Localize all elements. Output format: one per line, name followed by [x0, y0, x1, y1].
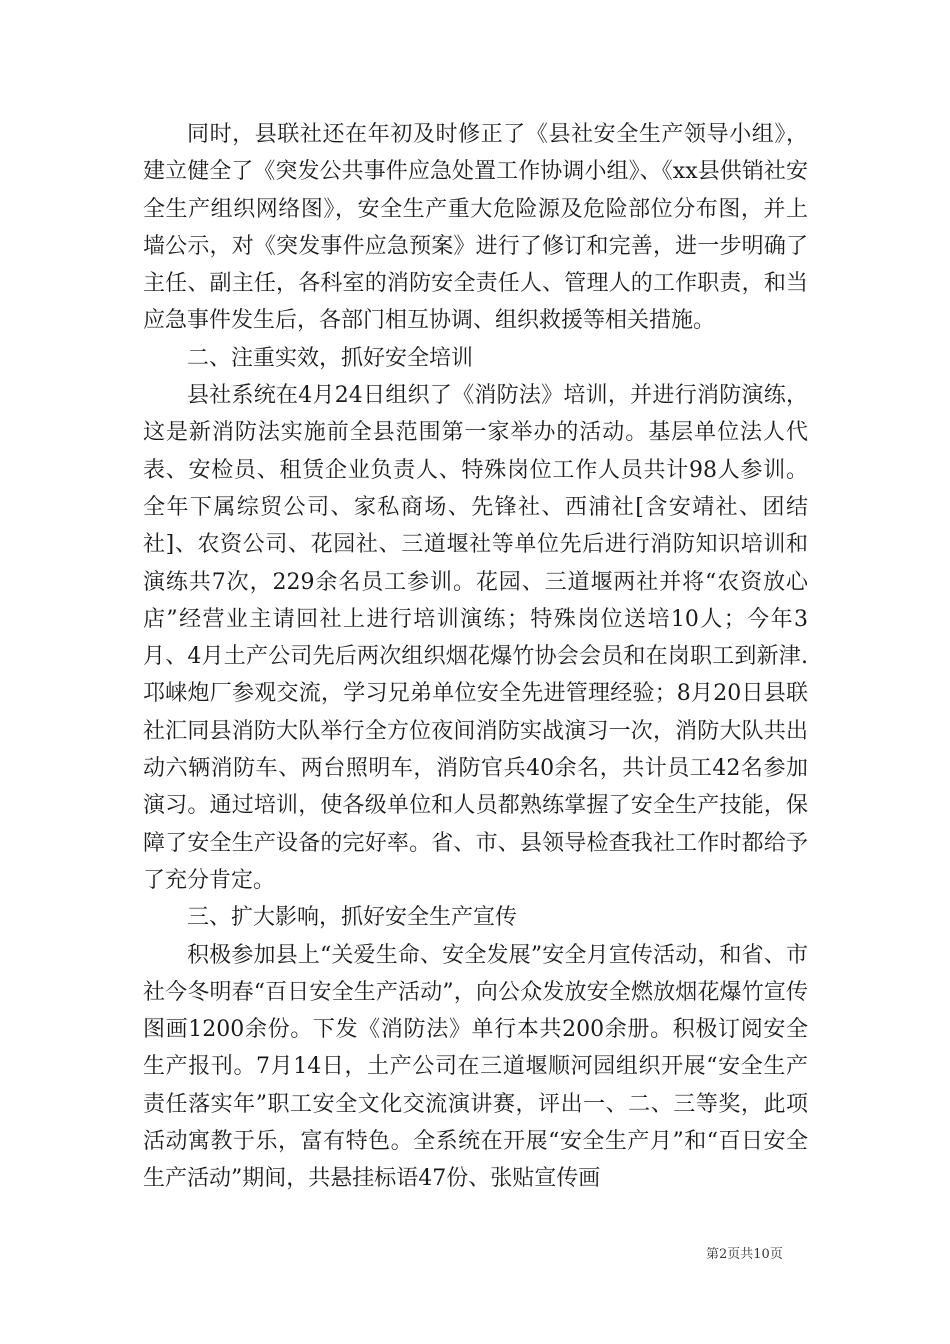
paragraph-safety-training: 县社系统在4月24日组织了《消防法》培训，并进行消防演练，这是新消防法实施前全县范围第一家举办的活动。基层单位法人代表、安检员、租赁企业负责人、特殊岗位工作人员共计98人参训。全年下属综贸公司、家私商场、先锋社、西浦社[含安靖社、团结社]、农资公司、花园社、三道堰社等单位先后进行消防知识培训和演练共7次，229余名员工参训。花园、三道堰两社并将“农资放心店”经营业主请回社上进行培训演练；特殊岗位送培10人；今年3月、4月土产公司先后两次组织烟花爆竹协会会员和在岗职工到新津.邛崃炮厂参观交流，学习兄弟单位安全先进管理经验；8月20日县联社汇同县消防大队举行全方位夜间消防实战演习一次，消防大队共出动六辆消防车、两台照明车，消防官兵40余名，共计员工42名参加演习。通过培训，使各级单位和人员都熟练掌握了安全生产技能，保障了安全生产设备的完好率。省、市、县领导检查我社工作时都给予了充分肯定。: [143, 383, 808, 893]
page-number: 第2页共10页: [706, 1247, 783, 1262]
paragraph-safety-organization: 同时，县联社还在年初及时修正了《县社安全生产领导小组》，建立健全了《突发公共事件应急处置工作协调小组》、《xx县供销社安全生产组织网络图》，安全生产重大危险源及危险部位分布图，并上墙公示，对《突发事件应急预案》进行了修订和完善，进一步明确了主任、副主任，各科室的消防安全责任人、管理人的工作职责，和当应急事件发生后，各部门相互协调、组织救援等相关措施。: [143, 122, 808, 334]
section-heading-training: 二、注重实效，抓好安全培训: [187, 345, 474, 371]
section-heading-publicity: 三、扩大影响，抓好安全生产宣传: [187, 905, 518, 931]
document-body: [143, 116, 808, 1198]
paragraph-safety-publicity: 积极参加县上“关爱生命、安全发展”安全月宣传活动，和省、市社今冬明春“百日安全生产活动”，向公众发放安全燃放烟花爆竹宣传图画1200余份。下发《消防法》单行本共200余册。积极订阅安全生产报刊。7月14日，土产公司在三道堰顺河园组织开展“安全生产责任落实年”职工安全文化交流演讲赛，评出一、二、三等奖，此项活动寓教于乐，富有特色。全系统在开展“安全生产月”和“百日安全生产活动”期间，共悬挂标语47份、张贴宣传画: [143, 942, 808, 1192]
